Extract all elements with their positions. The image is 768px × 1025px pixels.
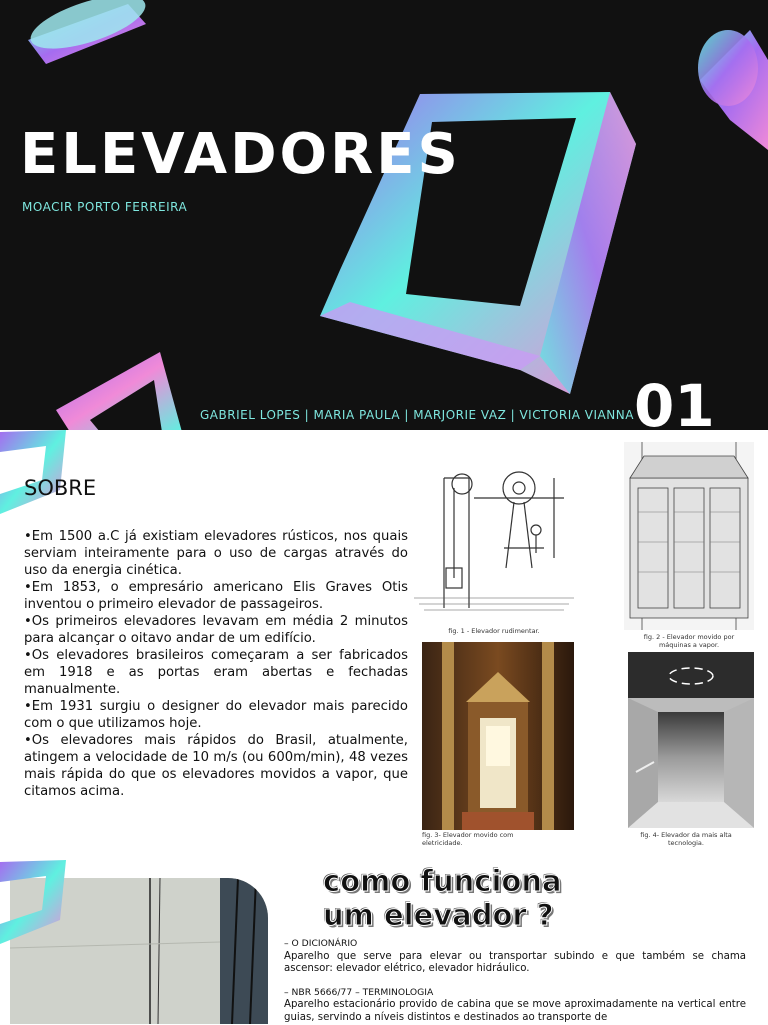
definition-text: Aparelho estacionário provido de cabina que se move aproximadamente na vertical entre guias, servindo a níveis distintos e destinados ao transporte de (284, 999, 746, 1023)
figure-3-caption-line: fig. 3- Elevador movido com (422, 831, 514, 839)
figure-2-caption-line: fig. 2 - Elevador movido por (643, 633, 735, 641)
about-paragraph: •Os elevadores brasileiros começaram a ser fabricados em 1918 e as portas eram abertas e fechadas manualmente. (24, 648, 408, 697)
figure-1-rudimentary-elevator (414, 458, 574, 618)
figure-3-caption-line: eletricidade. (422, 839, 463, 847)
about-text (24, 528, 408, 800)
definition-text: Aparelho que serve para elevar ou transportar subindo e que também se chama ascensor: elevador elétrico, elevador hidráulico. (284, 950, 746, 975)
figure-3-caption (422, 831, 522, 847)
how-it-works-title-line: como funciona (323, 864, 562, 898)
figure-2-caption (624, 633, 754, 649)
figure-1-caption: fig. 1 - Elevador rudimentar. (448, 627, 540, 635)
section-heading-sobre: SOBRE (24, 476, 97, 500)
figure-4-caption-line: fig. 4- Elevador da mais alta (640, 831, 732, 839)
team-members: GABRIEL LOPES | MARIA PAULA | MARJORIE VAZ | VICTORIA VIANNA (200, 408, 634, 422)
about-paragraph: •Em 1500 a.C já existiam elevadores rústicos, nos quais serviam inteiramente para o uso de cargas através do uso da energia cinética. (24, 529, 408, 578)
figure-4-caption-line: tecnologia. (668, 839, 704, 847)
page-number: 01 (634, 372, 715, 430)
document-title: ELEVADORES (20, 122, 461, 187)
decorative-gradient-cylinder-top-right (690, 20, 768, 150)
figure-4-modern-elevator (628, 652, 754, 828)
author-name: MOACIR PORTO FERREIRA (22, 200, 188, 214)
about-paragraph: •Em 1931 surgiu o designer do elevador mais parecido com o que utilizamos hoje. (24, 699, 408, 731)
figure-4-caption (628, 831, 744, 847)
about-paragraph: •Os primeiros elevadores levavam em média 2 minutos para alcançar o oitavo andar de um edifício. (24, 614, 408, 646)
figure-3-electric-elevator (422, 642, 574, 830)
decorative-gradient-frame-left (0, 430, 70, 516)
how-it-works-title (323, 864, 562, 932)
figure-2-steam-elevator (624, 442, 754, 630)
definition-heading: – NBR 5666/77 – TERMINOLOGIA (284, 986, 434, 998)
about-paragraph: •Os elevadores mais rápidos do Brasil, atualmente, atingem a velocidade de 10 m/s (ou 600m/min), 48 vezes mais rápida do que os elevadores movidos a vapor, que citamos acima. (24, 733, 408, 799)
decorative-gradient-cylinder-top-left (18, 0, 158, 72)
about-paragraph: •Em 1853, o empresário americano Elis Graves Otis inventou o primeiro elevador de passageiros. (24, 580, 408, 612)
definition-heading: – O DICIONÁRIO (284, 938, 358, 949)
decorative-gradient-frame-bottom (0, 860, 70, 946)
how-it-works-title-line: um elevador ? (323, 898, 554, 932)
hero-banner (0, 0, 768, 430)
definitions (284, 938, 746, 1025)
figure-2-caption-line: máquinas a vapor. (658, 641, 720, 649)
decorative-gradient-frame-small (50, 350, 190, 430)
